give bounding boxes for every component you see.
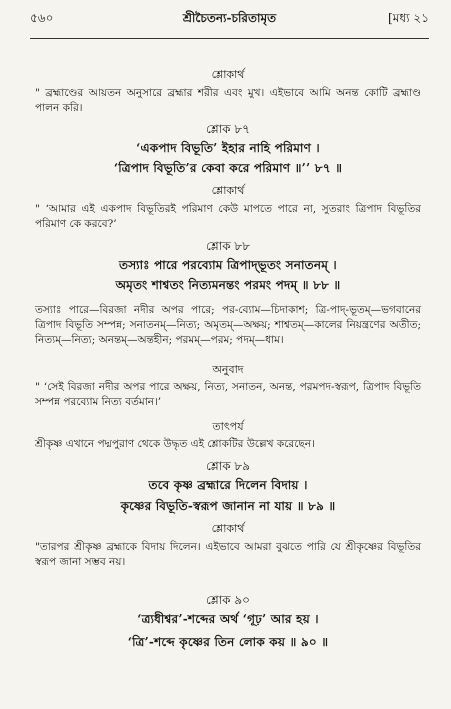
verse-number-heading: শ্লোক ৯০ [206,593,250,607]
section-marker: [মধ্য ২১ [388,11,429,25]
section-label: অনুবাদ [212,363,244,376]
verse-line: ‘ত্রিপাদ বিভূতি’র কেবা করে পরিমাণ ॥’’ ৮৭ ॥ [113,161,343,175]
verse-line: ‘একপাদ বিভূতি’ ইহার নাহি পরিমাণ । [136,141,320,155]
verse-number-heading: শ্লোক ৮৯ [206,459,250,473]
verse-line: অমৃতং শাশ্বতং নিত্যমনন্তং পরমং পদম্ ॥ ৮৮ ॥ [115,278,341,292]
paragraph: "তারপর শ্রীকৃষ্ণ ব্রহ্মাকে বিদায় দিলেন। এইভাবে আমরা বুঝতে পারি যে শ্রীকৃষ্ণের বিভূতির স্বরূপ জানা সম্ভব নয়। [35,541,421,568]
paragraph: " ব্রহ্মাণ্ডের আয়তন অনুসারে ব্রহ্মার শরীর এবং মুখ। এইভাবে আমি অনন্ত কোটি ব্রহ্মাণ্ড পালন করি। [35,87,421,114]
paragraph: " ‘আমার এই একপাদ বিভূতিরই পরিমাণ কেউ মাপতে পারে না, সুতরাং ত্রিপাদ বিভূতির পরিমাণ কে করবে?’ [35,203,421,230]
verse-line: ‘ত্র্যধীশ্বর’-শব্দের অর্থ ‘গূঢ়’ আর হয় । [137,612,319,626]
verse-line: কৃষ্ণের বিভূতি-স্বরূপ জানান না যায় ॥ ৮৯ ॥ [120,499,336,513]
verse-line: তস্যাঃ পারে পরব্যোম ত্রিপাদ্‌ভূতং সনাতনম্ । [119,258,337,272]
verse-line: ‘ত্রি’-শব্দে কৃষ্ণের তিন লোক কয় ॥ ৯০ ॥ [127,635,329,649]
verse-number-heading: শ্লোক ৮৭ [206,122,250,136]
section-label: শ্লোকার্থ [211,522,245,535]
section-label: শ্লোকার্থ [211,184,245,197]
page-number: ৫৬০ [30,11,54,25]
verse-number-heading: শ্লোক ৮৮ [206,239,250,253]
paragraph: তস্যাঃ পারে—বিরজা নদীর অপর পারে; পর-ব্যোম—চিদাকাশ; ত্রি-পাদ্‌-ভূতম্—ভগবানের ত্রিপাদ বিভূতি সম্পন্ন; সনাতনম্—নিত্য; অমৃতম্—অক্ষয়; শাশ্বতম্—কালের নিয়ন্ত্রণের অতীত; নিত্যম্—নিত্য; অনন্তম্—অন্তহীন; পরমম্—পরম; পদম্—ধাম। [35,304,421,346]
header-rule [30,38,429,39]
paragraph: " ‘সেই বিরজা নদীর অপর পারে অক্ষয়, নিত্য, সনাতন, অনন্ত, পরমপদ-স্বরূপ, ত্রিপাদ বিভূতি সম্পন্ন পরব্যোম নিত্য বর্তমান।’ [35,381,421,408]
section-label: শ্লোকার্থ [211,68,245,81]
running-title: শ্রীচৈতন্য-চরিতামৃত [182,11,277,25]
verse-line: তবে কৃষ্ণ ব্রহ্মারে দিলেন বিদায় । [148,478,308,492]
page-header [30,6,429,30]
section-label: তাৎপর্য [212,420,244,433]
paragraph: শ্রীকৃষ্ণ এখানে পদ্মপুরাণ থেকে উদ্ধৃত এই শ্লোকটির উল্লেখ করেছেন। [35,438,315,450]
